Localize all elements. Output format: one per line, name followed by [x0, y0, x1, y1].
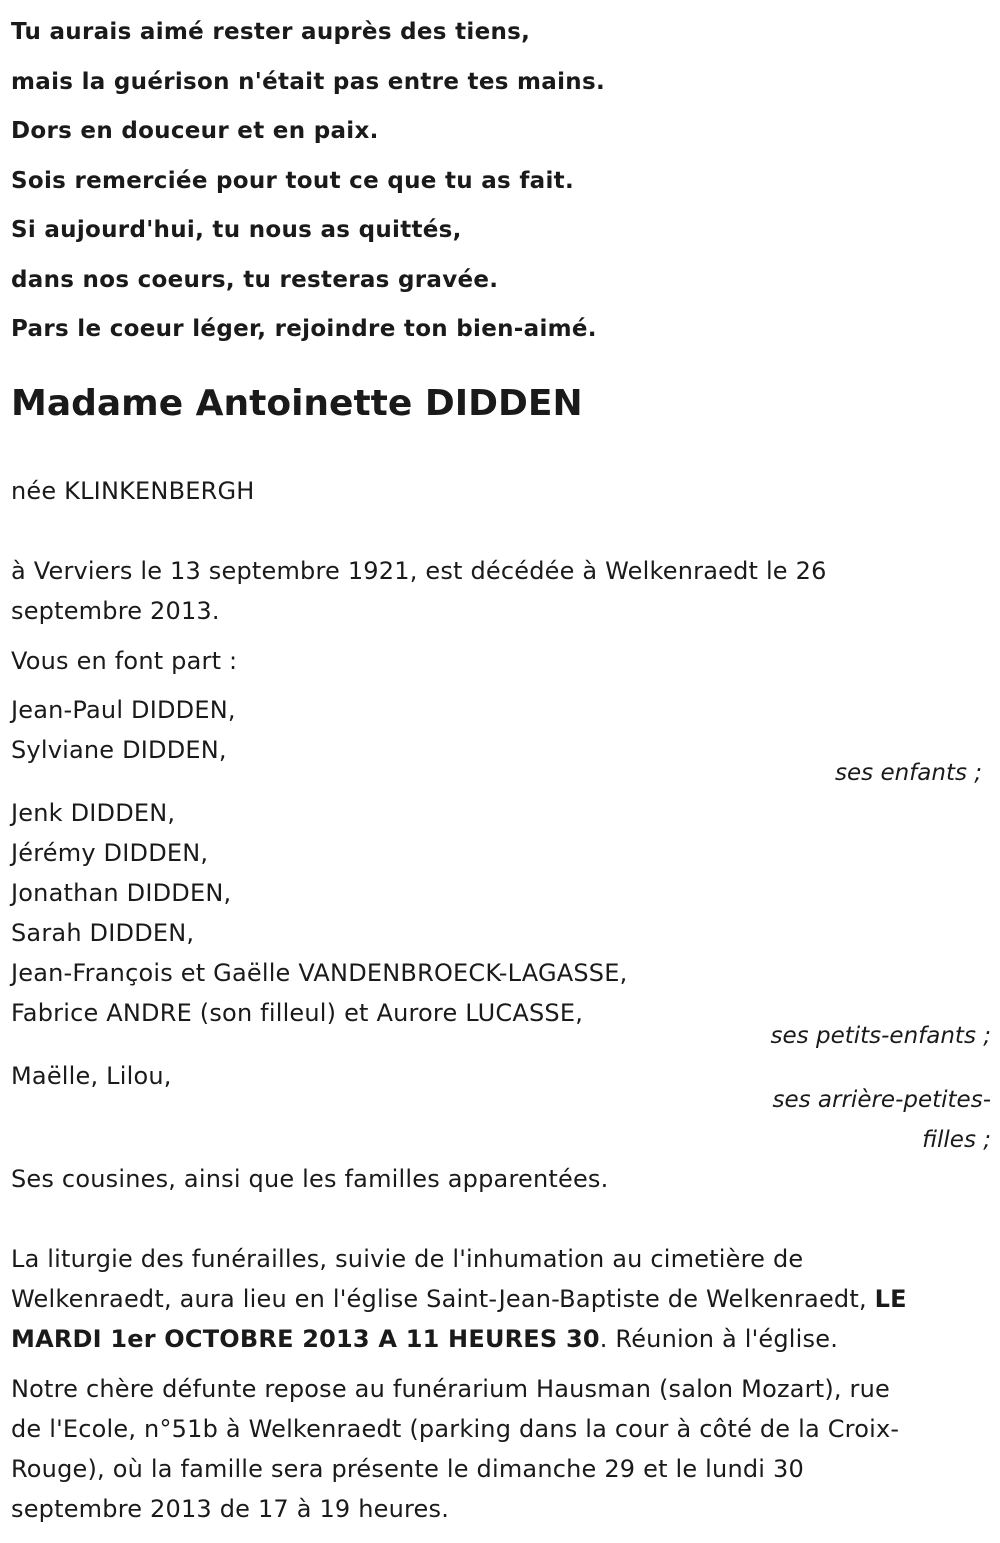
grandchild-name: Sarah DIDDEN, — [11, 919, 195, 947]
visitation-line: de l'Ecole, n°51b à Welkenraedt (parking dans la cour à côté de la Croix- — [11, 1415, 900, 1443]
maiden-name: née KLINKENBERGH — [11, 477, 255, 505]
funeral-text: . Réunion à l'église. — [599, 1325, 839, 1353]
funeral-line — [11, 1279, 907, 1319]
relatives-line: Ses cousines, ainsi que les familles apparentées. — [11, 1165, 609, 1193]
poem-line: Tu aurais aimé rester auprès des tiens, — [11, 19, 531, 45]
funeral-date: MARDI 1er OCTOBRE 2013 A 11 HEURES 30 — [11, 1325, 600, 1353]
visitation-line: Rouge), où la famille sera présente le dimanche 29 et le lundi 30 — [11, 1455, 804, 1483]
grandchild-name: Jérémy DIDDEN, — [11, 839, 209, 867]
funeral-line — [11, 1319, 838, 1359]
poem-line: mais la guérison n'était pas entre tes mains. — [11, 68, 605, 95]
visitation-line: septembre 2013 de 17 à 19 heures. — [11, 1495, 450, 1523]
grandchild-name: Jenk DIDDEN, — [11, 799, 176, 827]
poem-line: Sois remerciée pour tout ce que tu as fait. — [11, 167, 575, 194]
child-name: Jean-Paul DIDDEN, — [11, 696, 236, 724]
birth-death-line: septembre 2013. — [11, 597, 220, 625]
grandchild-name: Jonathan DIDDEN, — [11, 879, 232, 907]
grandchild-name: Jean-François et Gaëlle VANDENBROECK-LAGASSE, — [11, 959, 628, 987]
funeral-line: La liturgie des funérailles, suivie de l'inhumation au cimetière de — [11, 1245, 804, 1273]
birth-death-line: à Verviers le 13 septembre 1921, est décédée à Welkenraedt le 26 — [11, 557, 827, 585]
poem-line: dans nos coeurs, tu resteras gravée. — [11, 266, 499, 293]
poem-line: Pars le coeur léger, rejoindre ton bien-aimé. — [11, 316, 597, 342]
poem-line: Si aujourd'hui, tu nous as quittés, — [11, 217, 462, 243]
great-grandchildren-role: filles ; — [922, 1127, 991, 1153]
obituary-page — [11, 0, 991, 1523]
poem — [11, 0, 991, 355]
children-role: ses enfants ; — [835, 760, 982, 786]
deceased-name: Madame Antoinette DIDDEN — [11, 383, 583, 424]
grandchild-name: Fabrice ANDRE (son filleul) et Aurore LUCASSE, — [11, 999, 584, 1027]
grandchildren-role: ses petits-enfants ; — [770, 1023, 991, 1049]
child-name: Sylviane DIDDEN, — [11, 736, 227, 764]
funeral-text: Welkenraedt, aura lieu en l'église Saint-Jean-Baptiste de Welkenraedt, — [11, 1285, 875, 1313]
announcement: Vous en font part : — [11, 647, 238, 675]
funeral-date: LE — [874, 1285, 907, 1313]
great-grandchildren-role: ses arrière-petites- — [772, 1087, 991, 1113]
great-grandchildren-names: Maëlle, Lilou, — [11, 1062, 172, 1090]
poem-line: Dors en douceur et en paix. — [11, 118, 379, 144]
visitation-line: Notre chère défunte repose au funérarium Hausman (salon Mozart), rue — [11, 1375, 890, 1403]
